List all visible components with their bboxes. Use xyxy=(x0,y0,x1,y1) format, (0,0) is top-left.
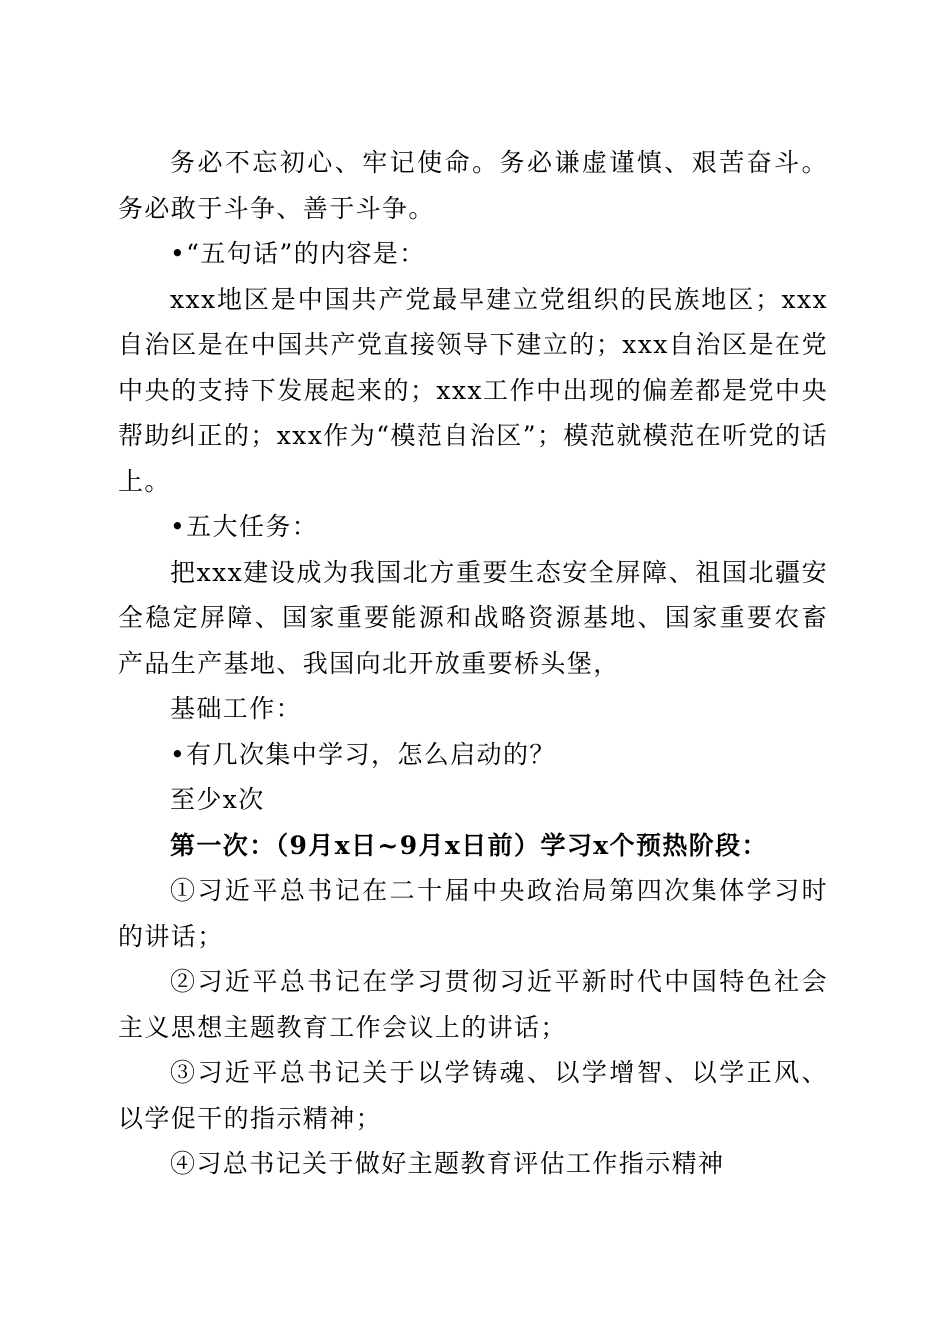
paragraph-five-tasks-content: 把xxx建设成为我国北方重要生态安全屏障、祖国北疆安全稳定屏障、国家重要能源和战略资源基地、国家重要农畜产品生产基地、我国向北开放重要桥头堡， xyxy=(118,557,828,678)
paragraph-item-1: ①习近平总书记在二十届中央政治局第四次集体学习时的讲话； xyxy=(118,876,828,951)
paragraph-item-4: ④习总书记关于做好主题教育评估工作指示精神 xyxy=(170,1149,725,1178)
paragraph-first-session: 第一次：（9月x日~9月x日前）学习x个预热阶段： xyxy=(170,830,768,860)
paragraph-study-question: •有几次集中学习，怎么启动的？ xyxy=(170,739,556,769)
paragraph-five-sentences-content: xxx地区是中国共产党最早建立党组织的民族地区；xxx自治区是在中国共产党直接领导下建立的；xxx自治区是在党中央的支持下发展起来的；xxx工作中出现的偏差都是党中央帮助纠正的；xxx作为“模范自治区”；模范就模范在听党的话上。 xyxy=(118,284,828,496)
paragraph-item-2: ②习近平总书记在学习贯彻习近平新时代中国特色社会主义思想主题教育工作会议上的讲话； xyxy=(118,967,828,1042)
document-body xyxy=(118,140,828,1187)
paragraph-at-least: 至少x次 xyxy=(170,785,265,814)
paragraph-five-tasks-heading: •五大任务： xyxy=(170,512,319,541)
paragraph-basic-work: 基础工作： xyxy=(170,694,303,723)
paragraph-item-3: ③习近平总书记关于以学铸魂、以学增智、以学正风、以学促干的指示精神； xyxy=(118,1058,828,1133)
paragraph-mission: 务必不忘初心、牢记使命。务必谦虚谨慎、艰苦奋斗。务必敢于斗争、善于斗争。 xyxy=(118,148,828,223)
paragraph-five-sentences-heading: •“五句话”的内容是： xyxy=(170,239,426,268)
